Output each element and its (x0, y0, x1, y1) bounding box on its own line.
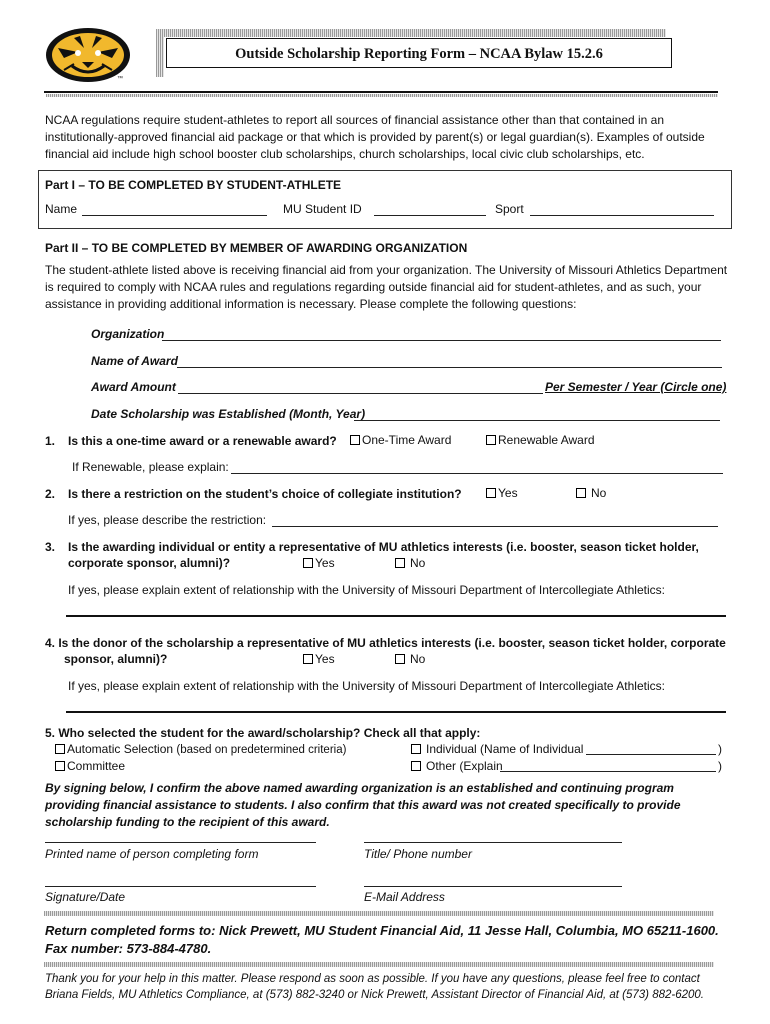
q3-yes-option[interactable] (303, 556, 335, 570)
name-field[interactable] (82, 201, 267, 216)
sport-field[interactable] (530, 201, 714, 216)
email-field[interactable] (364, 876, 622, 887)
q4-explain-field[interactable] (66, 711, 726, 713)
q4-no-label: No (410, 652, 426, 666)
footer-divider (44, 962, 714, 967)
q2-yes-option[interactable] (486, 486, 518, 500)
title-phone-field[interactable] (364, 832, 622, 843)
part2-heading: Part II – TO BE COMPLETED BY MEMBER OF AWARDING ORGANIZATION (45, 241, 468, 255)
award-amount-label: Award Amount (91, 380, 176, 394)
certification-text: By signing below, I confirm the above named awarding organization is an established and continuing program providing financial assistance to students. I also confirm that this award was not created specifically to provide scholarship funding to the recipient of this award. (45, 781, 681, 829)
signature-date-field[interactable] (45, 876, 316, 887)
checkbox-icon[interactable] (395, 558, 405, 568)
sport-label: Sport (495, 202, 524, 216)
return-divider (44, 911, 714, 916)
organization-field[interactable] (162, 327, 721, 341)
trademark: ™ (117, 76, 123, 82)
q1-explain-label: If Renewable, please explain: (72, 460, 229, 474)
per-semester-year[interactable]: Per Semester / Year (Circle one) (545, 380, 727, 394)
q3-text-line2: corporate sponsor, alumni)? (68, 556, 231, 570)
student-id-field[interactable] (374, 201, 486, 216)
q5-automatic-option[interactable] (55, 742, 346, 756)
q5-other-field[interactable] (500, 759, 716, 772)
q2-number: 2. (45, 487, 56, 501)
q1-number: 1. (45, 434, 56, 448)
checkbox-icon[interactable] (576, 488, 586, 498)
q2-explain-label: If yes, please describe the restriction: (68, 513, 267, 527)
q2-explain-field[interactable] (272, 513, 718, 527)
footer-note: Thank you for your help in this matter. Please respond as soon as possible. If you have any questions, please feel free to contact Briana Fields, MU Athletics Compliance, at (573) 882-3240 or Nick Prewett, Assistant Director of Financial Aid, at (573) 882-6200. (45, 973, 704, 1001)
q4-no-option[interactable] (395, 652, 425, 666)
checkbox-icon[interactable] (55, 761, 65, 771)
part2-paragraph: The student-athlete listed above is receiving financial aid from your organization. The University of Missouri Athletics Department is required to comply with NCAA rules and regulations regarding outside financial aid for student-athletes, and as such, your assistance in providing additional information is necessary. Please complete the following questions: (45, 263, 728, 311)
checkbox-icon[interactable] (486, 435, 496, 445)
q5-automatic-note: (based on predetermined criteria) (176, 744, 347, 756)
q4-yes-option[interactable] (303, 652, 335, 666)
q5-other-close: ) (718, 759, 722, 773)
q5-committee-option[interactable] (55, 759, 125, 773)
checkbox-icon[interactable] (411, 761, 421, 771)
printed-name-label: Printed name of person completing form (45, 847, 259, 861)
header-rule-shadow (46, 94, 718, 97)
q1-text: Is this a one-time award or a renewable award? (68, 434, 337, 448)
q3-no-option[interactable] (395, 556, 425, 570)
header-rule (44, 91, 718, 93)
q3-explain-label: If yes, please explain extent of relationship with the University of Missouri Department of Intercollegiate Athletics: (68, 583, 665, 597)
email-label: E-Mail Address (364, 890, 445, 904)
q5-other-label: Other (Explain (426, 759, 503, 773)
organization-label: Organization (91, 327, 165, 341)
q4-yes-label: Yes (315, 652, 335, 666)
q1-renewable-option[interactable] (486, 433, 595, 447)
q3-yes-label: Yes (315, 556, 335, 570)
checkbox-icon[interactable] (303, 654, 313, 664)
header-hatch-top (156, 29, 666, 37)
q4-explain-label: If yes, please explain extent of relationship with the University of Missouri Department of Intercollegiate Athletics: (68, 679, 665, 693)
name-label: Name (45, 202, 78, 216)
q3-no-label: No (410, 556, 426, 570)
q3-text-line1: Is the awarding individual or entity a representative of MU athletics interests (i.e. booster, season ticket holder, (68, 540, 699, 554)
q1-explain-field[interactable] (231, 460, 723, 474)
q4-text-line1: 4. Is the donor of the scholarship a representative of MU athletics interests (i.e. booster, season ticket holder, corporate (45, 636, 726, 650)
q1-onetime-label: One-Time Award (362, 433, 452, 447)
q4-text-line2: sponsor, alumni)? (64, 652, 168, 666)
q3-number: 3. (45, 540, 56, 554)
q5-other-option[interactable] (411, 759, 503, 773)
q5-individual-field[interactable] (586, 742, 716, 755)
return-instructions: Return completed forms to: Nick Prewett, MU Student Financial Aid, 11 Jesse Hall, Columbia, MO 65211-1600. Fax number: 573-884-4780. (45, 923, 719, 956)
printed-name-field[interactable] (45, 832, 316, 843)
student-id-label: MU Student ID (283, 202, 362, 216)
checkbox-icon[interactable] (486, 488, 496, 498)
q1-renewable-label: Renewable Award (498, 433, 595, 447)
award-amount-field[interactable] (178, 380, 543, 394)
q2-text: Is there a restriction on the student’s choice of collegiate institution? (68, 487, 462, 501)
award-name-label: Name of Award (91, 354, 178, 368)
header-hatch-side (156, 29, 164, 77)
checkbox-icon[interactable] (55, 744, 65, 754)
signature-date-label: Signature/Date (45, 890, 126, 904)
q5-automatic-label: Automatic Selection (67, 742, 174, 756)
q3-explain-field[interactable] (66, 615, 726, 617)
checkbox-icon[interactable] (350, 435, 360, 445)
q2-no-option[interactable] (576, 486, 606, 500)
date-established-field[interactable] (354, 407, 720, 421)
q1-onetime-option[interactable] (350, 433, 451, 447)
q5-individual-label: Individual (Name of Individual (426, 742, 584, 756)
date-established-label: Date Scholarship was Established (Month, Year) (91, 407, 366, 421)
q5-individual-option[interactable] (411, 742, 583, 756)
checkbox-icon[interactable] (303, 558, 313, 568)
title-phone-label: Title/ Phone number (364, 847, 472, 861)
award-name-field[interactable] (177, 354, 722, 368)
checkbox-icon[interactable] (411, 744, 421, 754)
checkbox-icon[interactable] (395, 654, 405, 664)
q2-no-label: No (591, 486, 607, 500)
q2-yes-label: Yes (498, 486, 518, 500)
q5-committee-label: Committee (67, 759, 126, 773)
part1-heading: Part I – TO BE COMPLETED BY STUDENT-ATHLETE (45, 178, 342, 192)
q5-text: 5. Who selected the student for the award/scholarship? Check all that apply: (45, 726, 481, 740)
page-title: Outside Scholarship Reporting Form – NCAA Bylaw 15.2.6 (166, 38, 672, 68)
q5-individual-close: ) (718, 742, 722, 756)
intro-paragraph: NCAA regulations require student-athletes to report all sources of financial assistance other than that contained in an institutionally-approved financial aid package or that which is provided by parent(s) or legal guardian(s). Examples of outside financial aid include high school booster club scholarships, church scholarships, local civic club scholarships, etc. (45, 113, 705, 161)
